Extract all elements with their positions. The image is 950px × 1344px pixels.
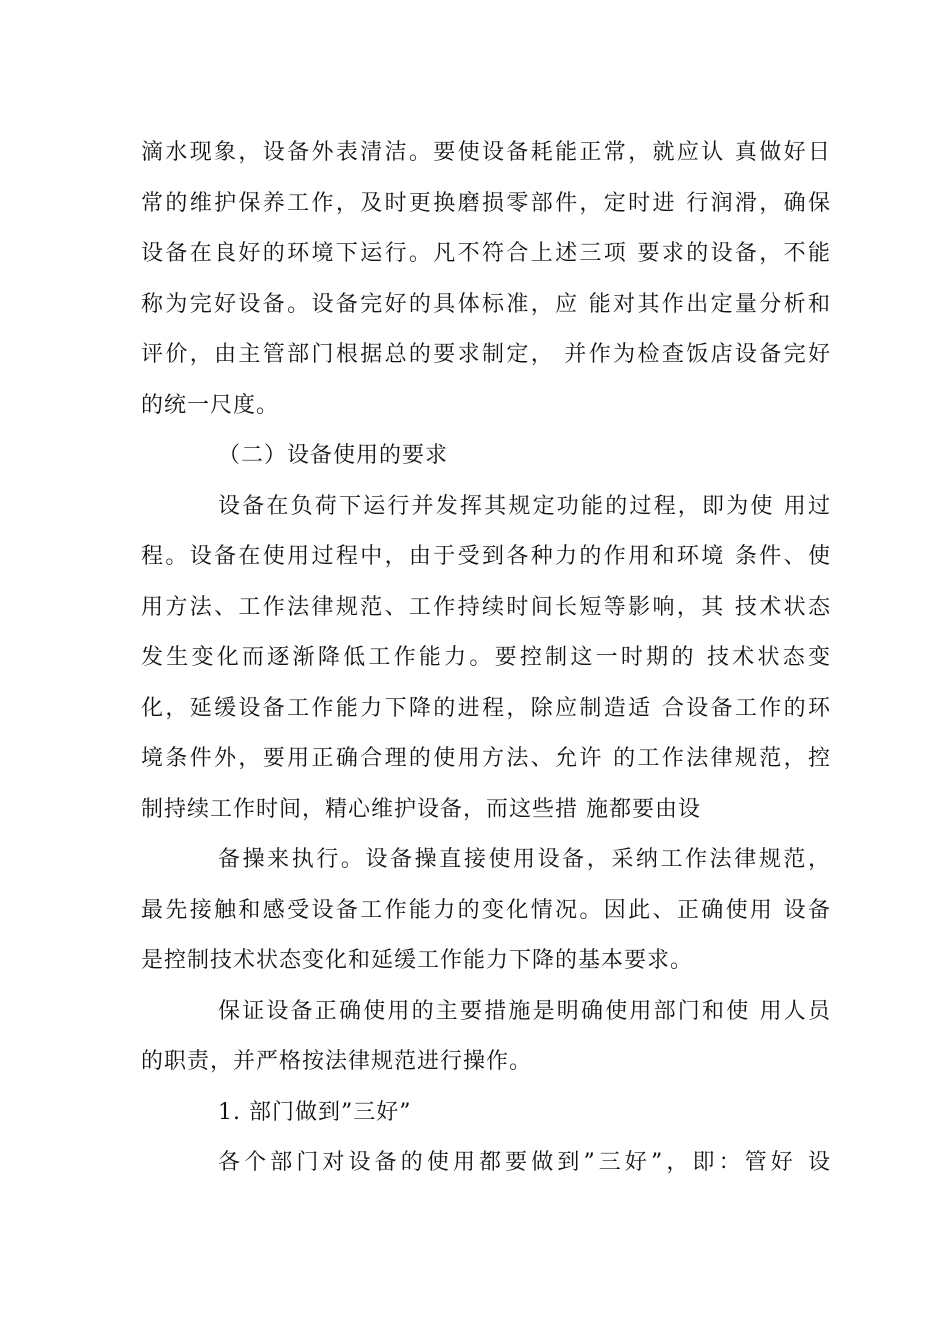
document-body: [141, 128, 831, 1189]
text-line: 的职责，并严格按法律规范进行操作。: [141, 1049, 533, 1074]
paragraph-departments: [141, 1138, 831, 1189]
section-heading-three-goods: 1. 部门做到”三好”: [218, 1099, 412, 1125]
paragraph-operator-role: [141, 835, 831, 987]
text-line: 保证设备正确使用的主要措施是明确使用部门和使 用人员: [218, 998, 831, 1024]
text-line: 制持续工作时间，精心维护设备，而这些措 施都要由设: [141, 796, 701, 822]
text-line: 设备在负荷下运行并发挥其规定功能的过程，即为使 用过: [218, 493, 831, 519]
text-line: 最先接触和感受设备工作能力的变化情况。因此、正确使用 设备: [141, 897, 831, 923]
text-line: 境条件外，要用正确合理的使用方法、允许 的工作法律规范，控: [141, 746, 831, 771]
text-line: 评价，由主管部门根据总的要求制定， 并作为检查饭店设备完好: [141, 342, 831, 367]
text-line: 用方法、工作法律规范、工作持续时间长短等影响，其 技术状态: [141, 594, 831, 620]
text-line: 备操来执行。设备操直接使用设备，采纳工作法律规范，: [218, 847, 831, 872]
text-line: 滴水现象，设备外表清洁。要使设备耗能正常，就应认 真做好日: [141, 140, 831, 165]
paragraph-equipment-standard: [141, 128, 831, 431]
paragraph-usage-process: [141, 482, 831, 836]
text-line: 设备在良好的环境下运行。凡不符合上述三项 要求的设备，不能: [141, 241, 831, 266]
text-line: 化，延缓设备工作能力下降的进程，除应制造适 合设备工作的环: [141, 695, 831, 721]
text-line: 是控制技术状态变化和延缓工作能力下降的基本要求。: [141, 948, 694, 973]
paragraph-main-measures: [141, 987, 831, 1088]
text-line: 发生变化而逐渐降低工作能力。要控制这一时期的 技术状态变: [141, 645, 831, 670]
text-line: 称为完好设备。设备完好的具体标准，应 能对其作出定量分析和: [141, 291, 831, 317]
text-line: 常的维护保养工作，及时更换磨损零部件，定时进 行润滑，确保: [141, 190, 831, 216]
section-heading-usage-requirements: （二）设备使用的要求: [218, 443, 449, 468]
text-line: 各个部门对设备的使用都要做到”三好”，即：管好 设: [218, 1150, 831, 1175]
text-line: 的统一尺度。: [141, 392, 280, 418]
text-line: 程。设备在使用过程中，由于受到各种力的作用和环境 条件、使: [141, 544, 831, 569]
